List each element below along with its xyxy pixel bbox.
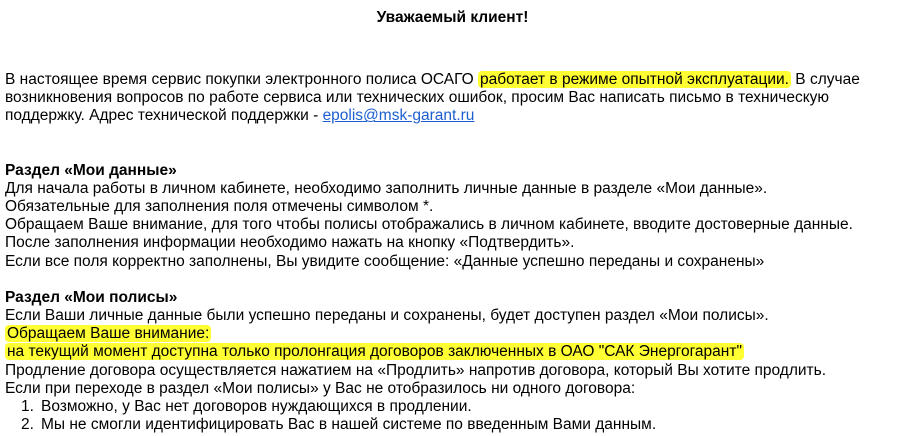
intro-highlight: работает в режиме опытной эксплуатации. — [479, 71, 789, 88]
support-email-link[interactable]: epolis@msk-garant.ru — [322, 107, 475, 125]
attention-highlight: Обращаем Ваше внимание: — [7, 325, 210, 343]
intro-line-1 — [5, 71, 900, 89]
prolongation-highlight: на текущий момент доступна только пролонгация договоров заключенных в ОАО "САК Энергогарант" — [7, 343, 742, 361]
reasons-list — [5, 398, 900, 434]
my-policies-line: Если при переходе в раздел «Мои полисы» у Вас не отобразилось ни одного договора: — [5, 379, 636, 397]
section-my-data-heading: Раздел «Мои данные» — [5, 161, 177, 179]
my-policies-highlight-line — [5, 343, 900, 361]
list-number: 1. — [21, 398, 34, 416]
intro-line-2: возникновения вопросов по работе сервиса или технических ошибок, просим Вас написать письмо в техническую — [5, 89, 830, 107]
my-policies-line: Если Ваши личные данные были успешно переданы и сохранены, будет доступен раздел «Мои полисы». — [5, 307, 769, 325]
section-my-policies-heading: Раздел «Мои полисы» — [5, 288, 178, 306]
list-item — [21, 416, 900, 434]
my-policies-line: Продление договора осуществляется нажатием на «Продлить» напротив договора, который Вы хотите продлить. — [5, 361, 827, 379]
my-data-line: Для начала работы в личном кабинете, необходимо заполнить личные данные в разделе «Мои данные». — [5, 179, 768, 197]
my-data-line: После заполнения информации необходимо нажать на кнопку «Подтвердить». — [5, 234, 575, 252]
intro-line-3 — [5, 107, 900, 125]
my-data-line: Обращаем Ваше внимание, для того чтобы полисы отображались в личном кабинете, вводите достоверные данные. — [5, 216, 853, 234]
my-policies-highlight-line — [5, 325, 900, 343]
spacer — [5, 271, 900, 289]
intro-text: В настоящее время сервис покупки электронного полиса ОСАГО — [5, 71, 478, 88]
list-item — [21, 398, 900, 416]
spacer — [5, 126, 900, 162]
my-data-line: Обязательные для заполнения поля отмечены символом *. — [5, 198, 434, 216]
intro-text-end: В случае — [791, 71, 860, 88]
list-text: Возможно, у Вас нет договоров нуждающихся в продлении. — [41, 398, 472, 416]
my-data-line: Если все поля корректно заполнены, Вы увидите сообщение: «Данные успешно переданы и сохранены» — [5, 252, 765, 270]
support-label: поддержку. Адрес технической поддержки - — [5, 107, 323, 125]
list-number: 2. — [21, 416, 34, 434]
list-text: Мы не смогли идентифицировать Вас в нашей системе по введенным Вами данным. — [41, 416, 657, 434]
document — [5, 9, 900, 434]
page-title: Уважаемый клиент! — [376, 9, 529, 26]
